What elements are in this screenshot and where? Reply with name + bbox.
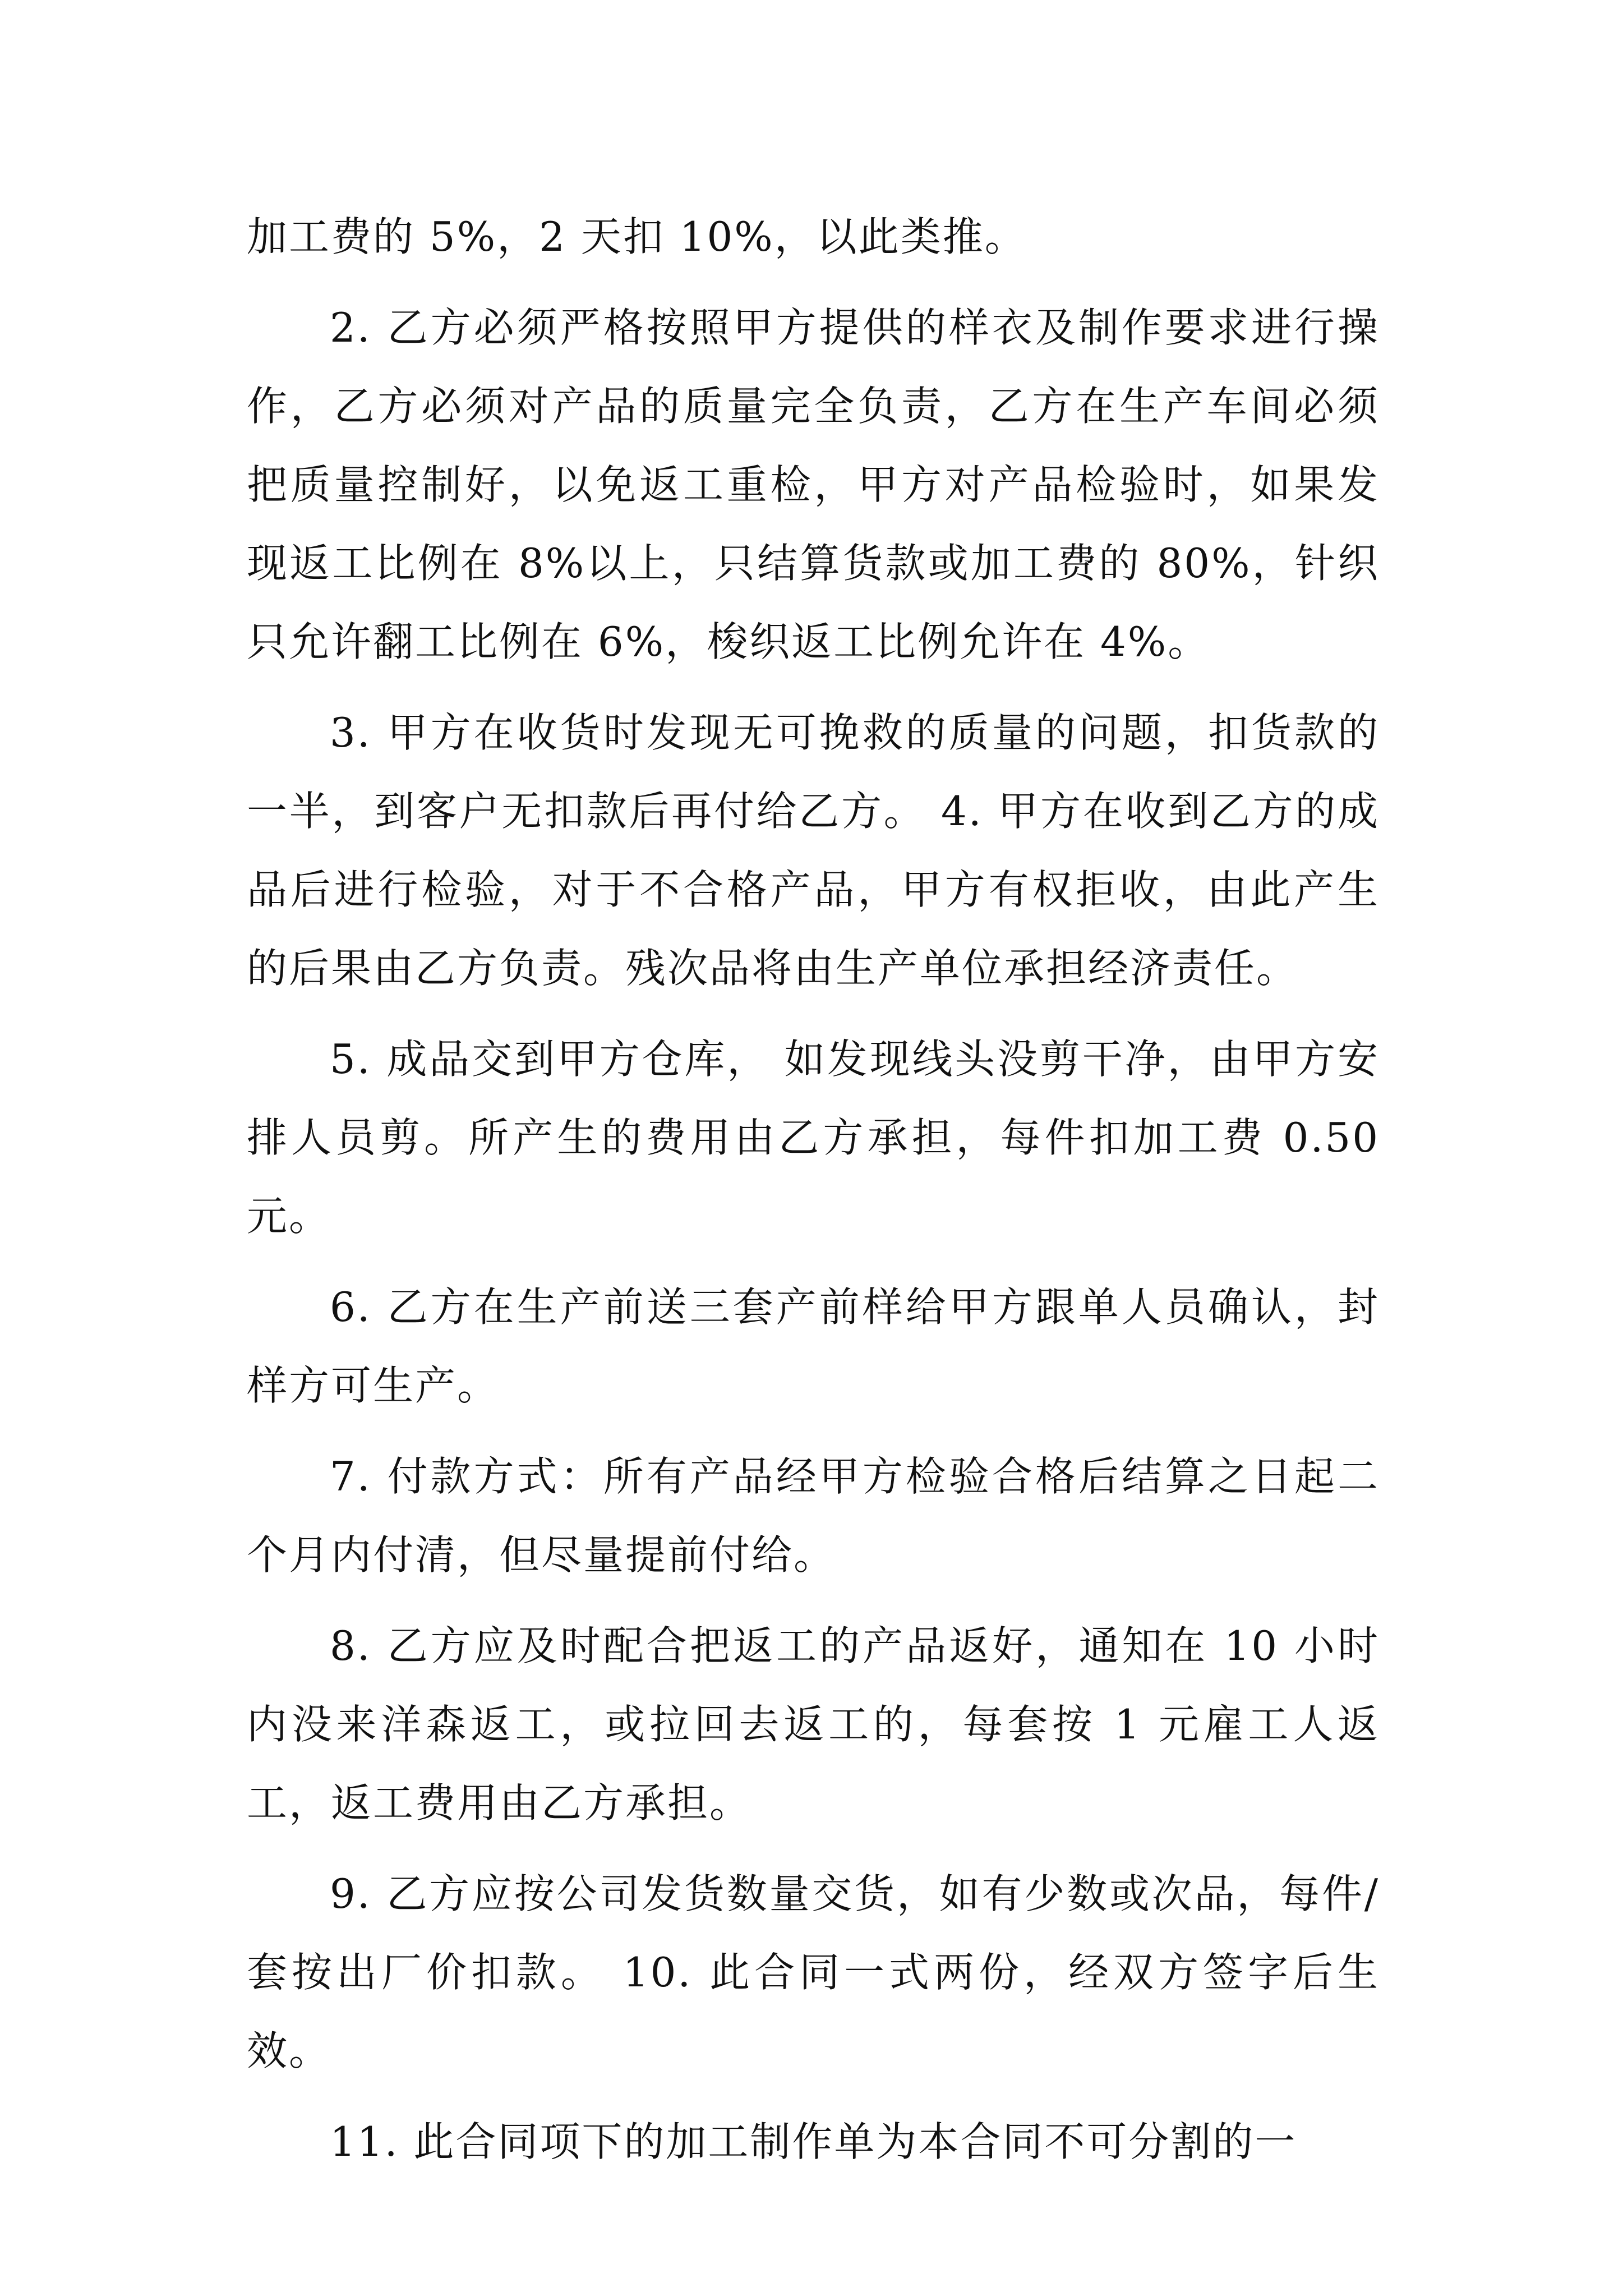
paragraph-9: 11. 此合同项下的加工制作单为本合同不可分割的一 (330, 2118, 1297, 2165)
paragraph-3: 3. 甲方在收货时发现无可挽救的质量的问题，扣货款的一半，到客户无扣款后再付给乙方。 4. 甲方在收到乙方的成品后进行检验，对于不合格产品，甲方有权拒收，由此产生的后果由乙方负责。残次品将由生产单位承担经济责任。 (247, 709, 1380, 992)
paragraph-1: 加工费的 5%，2 天扣 10%，以此类推。 (247, 213, 1027, 260)
paragraph-6: 7. 付款方式：所有产品经甲方检验合格后结算之日起二个月内付清，但尽量提前付给。 (247, 1453, 1380, 1579)
paragraph-2: 2. 乙方必须严格按照甲方提供的样衣及制作要求进行操作，乙方必须对产品的质量完全负责，乙方在生产车间必须把质量控制好，以免返工重检，甲方对产品检验时，如果发现返工比例在 8%以上，只结算货款或加工费的 80%，针织只允许翻工比例在 6%，梭织返工比例允许在 4%。 (247, 304, 1380, 665)
paragraph-5: 6. 乙方在生产前送三套产前样给甲方跟单人员确认，封样方可生产。 (247, 1283, 1380, 1409)
paragraph-7: 8. 乙方应及时配合把返工的产品返好，通知在 10 小时内没来洋森返工，或拉回去返工的，每套按 1 元雇工人返工，返工费用由乙方承担。 (247, 1622, 1380, 1826)
paragraph-8: 9. 乙方应按公司发货数量交货，如有少数或次品，每件/套按出厂价扣款。 10. 此合同一式两份，经双方签字后生效。 (247, 1870, 1380, 2074)
document-body (247, 197, 1394, 2181)
paragraph-4: 5. 成品交到甲方仓库， 如发现线头没剪干净，由甲方安排人员剪。所产生的费用由乙方承担，每件扣加工费 0.50 元。 (247, 1036, 1394, 1240)
